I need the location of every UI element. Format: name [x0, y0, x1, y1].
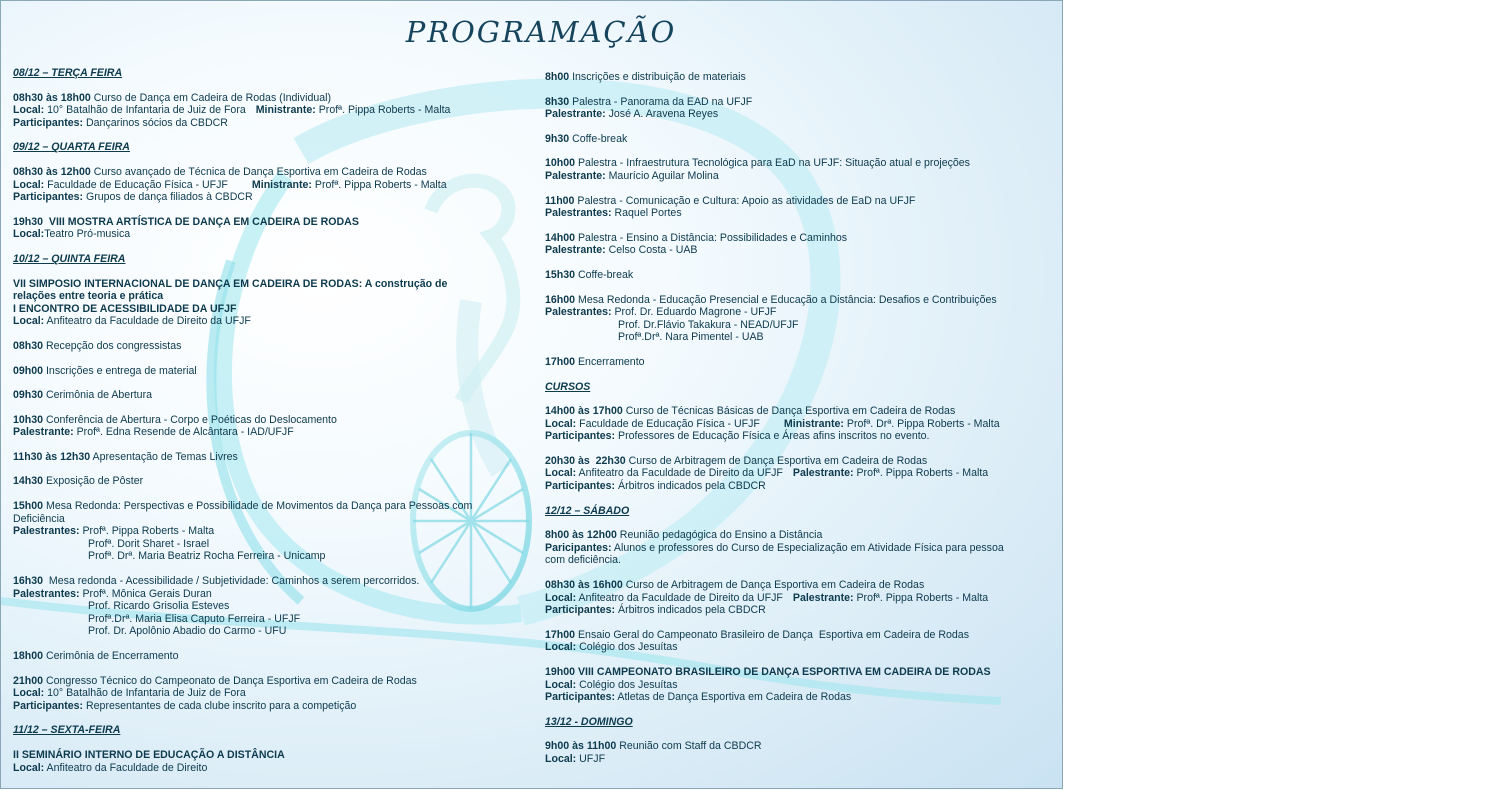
- speakers-label: Palestrantes:: [545, 306, 612, 319]
- event-desc: Mesa Redonda: Perspectivas e Possibilidade de Movimentos da Dança para Pessoas com: [43, 500, 473, 513]
- speaker-value: Profª. Pippa Roberts - Malta: [853, 467, 989, 480]
- ministrante-value: Profª. Drª. Pippa Roberts - Malta: [843, 417, 1000, 430]
- local-label: Local:: [13, 761, 45, 774]
- event-desc: Congresso Técnico do Campeonato de Dança Esportiva em Cadeira de Rodas: [43, 674, 417, 687]
- local-label: Local:: [545, 678, 577, 691]
- participants-value: Atletas de Dança Esportiva em Cadeira de Rodas: [615, 691, 852, 704]
- event-time: 08h30 às 18h00: [13, 91, 91, 104]
- local-label: Local:: [13, 687, 45, 700]
- speaker-label: Palestrante:: [792, 467, 854, 480]
- event-time: 20h30 às 22h30: [545, 454, 626, 467]
- participants-label: Participantes:: [545, 604, 616, 617]
- participants-label: Participantes:: [13, 191, 84, 204]
- event-time: 16h00: [545, 293, 576, 306]
- speaker-value: Profª. Pippa Roberts - Malta: [853, 591, 989, 604]
- local-label: Local:: [13, 228, 45, 241]
- event-time: 8h30: [545, 95, 570, 108]
- event: [545, 71, 1050, 84]
- event-time: 09h00: [13, 364, 44, 377]
- event-desc: Cerimônia de Abertura: [43, 389, 152, 402]
- local-label: Local:: [545, 752, 577, 765]
- event-time: 16h30: [13, 575, 44, 588]
- participants-label: Participantes:: [545, 691, 616, 704]
- event-desc: Encerramento: [575, 355, 645, 368]
- event-time: 14h00: [545, 231, 576, 244]
- local-value: Anfiteatro da Faculdade de Direito da UFJF: [576, 467, 783, 480]
- event-time: 8h00: [545, 71, 570, 83]
- event-desc: Recepção dos congressistas: [43, 339, 182, 352]
- event: [545, 455, 1050, 493]
- speaker-label: Palestrante:: [792, 591, 854, 604]
- speaker-value: Profª.Drª. Nara Pimentel - UAB: [618, 331, 764, 344]
- event-time: 11h30 às 12h30: [13, 450, 91, 463]
- event: [545, 157, 1050, 182]
- speaker-value: Prof. Dr.Flávio Takakura - NEAD/UFJF: [618, 318, 799, 331]
- event-title: I ENCONTRO DE ACESSIBILIDADE DA UFJF: [13, 302, 237, 315]
- speaker-value: Prof. Dr. Eduardo Magrone - UFJF: [611, 306, 777, 319]
- local-value: Faculdade de Educação Física - UFJF: [44, 178, 228, 191]
- page-title: PROGRAMAÇÃO: [405, 15, 677, 49]
- event-desc: Palestra - Ensino a Distância: Possibilidades e Caminhos: [575, 231, 848, 244]
- event: [13, 650, 513, 663]
- event-desc: Palestra - Comunicação e Cultura: Apoio as atividades de EaD na UFJF: [574, 194, 916, 207]
- day-heading: 11/12 – SEXTA-FEIRA: [13, 724, 121, 737]
- local-label: Local:: [545, 417, 577, 430]
- day-heading: 12/12 – SÁBADO: [545, 504, 630, 517]
- event: [545, 740, 1050, 765]
- participants-label: Participantes:: [545, 430, 616, 443]
- event-title: II SEMINÁRIO INTERNO DE EDUCAÇÃO A DISTÂNCIA: [13, 748, 285, 761]
- event-time: 14h30: [13, 475, 44, 488]
- event: [545, 133, 1050, 146]
- event-time: 08h30 às 12h00: [13, 165, 91, 178]
- speaker-value: Prof. Ricardo Grisolia Esteves: [88, 600, 230, 613]
- local-value: 10° Batalhão de Infantaria de Juiz de Fora: [44, 687, 246, 700]
- left-column: [13, 67, 513, 786]
- event-time: 14h00 às 17h00: [545, 405, 623, 418]
- event: [13, 340, 513, 353]
- event-desc: Palestra - Infraestrutura Tecnológica para EaD na UFJF: Situação atual e projeções: [575, 157, 970, 170]
- event-desc: Curso de Técnicas Básicas de Dança Esportiva em Cadeira de Rodas: [622, 405, 956, 418]
- event: [545, 356, 1050, 369]
- event-title: VII SIMPOSIO INTERNACIONAL DE DANÇA EM CADEIRA DE RODAS: A construção de: [13, 277, 448, 290]
- event-desc: Deficiência: [13, 512, 65, 525]
- participants-label: Participantes:: [545, 480, 616, 493]
- event: [13, 414, 513, 439]
- day-heading: 10/12 – QUINTA FEIRA: [13, 252, 126, 265]
- event-desc: Conferência de Abertura - Corpo e Poéticas do Deslocamento: [43, 413, 337, 426]
- local-label: Local:: [13, 178, 45, 191]
- participants-value: Dançarinos sócios da CBDCR: [83, 116, 228, 129]
- participants-value: com deficiência.: [545, 554, 621, 567]
- event: [13, 500, 513, 563]
- event-desc: Inscrições e distribuição de materiais: [569, 71, 746, 83]
- event-time: 15h00: [13, 500, 44, 513]
- event: [13, 216, 513, 241]
- right-column: [545, 71, 1050, 778]
- local-value: Anfiteatro da Faculdade de Direito da UFJF: [44, 315, 251, 328]
- speaker-label: Palestrante:: [13, 426, 74, 439]
- event-desc: Curso de Arbitragem de Dança Esportiva em Cadeira de Rodas: [622, 579, 925, 592]
- local-value: Teatro Pró-musica: [44, 228, 131, 241]
- local-label: Local:: [545, 467, 577, 480]
- event: [545, 195, 1050, 220]
- speaker-value: Profª. Mônica Gerais Duran: [79, 587, 212, 600]
- day-heading: 09/12 – QUARTA FEIRA: [13, 141, 130, 154]
- speakers-label: Palestrantes:: [545, 207, 612, 220]
- ministrante-value: Profª. Pippa Roberts - Malta: [311, 178, 447, 191]
- event-desc: Mesa redonda - Acessibilidade / Subjetividade: Caminhos a serem percorridos.: [43, 575, 420, 588]
- local-value: UFJF: [576, 752, 606, 765]
- event-desc: Palestra - Panorama da EAD na UFJF: [569, 95, 753, 108]
- speaker-value: Profª.Drª. Maria Elisa Caputo Ferreira - UFJF: [88, 612, 301, 625]
- ministrante-label: Ministrante:: [783, 417, 844, 430]
- event-desc: Apresentação de Temas Livres: [90, 450, 238, 463]
- event: [13, 278, 513, 328]
- event-time: 09h30: [13, 389, 44, 402]
- speaker-value: Profª. Drª. Maria Beatriz Rocha Ferreira - Unicamp: [88, 550, 326, 563]
- local-value: Anfiteatro da Faculdade de Direito da UFJF: [576, 591, 783, 604]
- participants-value: Representantes de cada clube inscrito para a competição: [83, 699, 357, 712]
- ministrante-label: Ministrante:: [255, 104, 316, 117]
- event: [545, 269, 1050, 282]
- speakers-label: Palestrantes:: [13, 525, 80, 538]
- event-time: 10h00: [545, 157, 576, 170]
- participants-value: Professores de Educação Física e Áreas afins inscritos no evento.: [615, 430, 930, 443]
- event-time: 11h00: [545, 194, 575, 207]
- event: [545, 294, 1050, 344]
- ministrante-label: Ministrante:: [251, 178, 312, 191]
- event-title: relações entre teoria e prática: [13, 290, 164, 303]
- event-time: 08h30 às 16h00: [545, 579, 623, 592]
- speaker-value: Profª. Edna Resende de Alcântara - IAD/UFJF: [73, 426, 294, 439]
- courses-heading: CURSOS: [545, 380, 591, 393]
- speakers-label: Palestrantes:: [13, 587, 80, 600]
- event: [545, 579, 1050, 617]
- local-value: Faculdade de Educação Física - UFJF: [576, 417, 760, 430]
- event: [13, 675, 513, 713]
- event-desc: Cerimônia de Encerramento: [43, 650, 179, 662]
- event-desc: Mesa Redonda - Educação Presencial e Educação a Distância: Desafios e Contribuições: [575, 293, 997, 306]
- event-desc: Curso de Dança em Cadeira de Rodas (Individual): [90, 91, 331, 104]
- event-desc: Ensaio Geral do Campeonato Brasileiro de Dança Esportiva em Cadeira de Rodas: [575, 628, 969, 641]
- local-value: Colégio dos Jesuítas: [576, 641, 678, 654]
- event-desc: Reunião com Staff da CBDCR: [616, 740, 762, 753]
- local-value: 10° Batalhão de Infantaria de Juiz de Fora: [44, 104, 246, 117]
- event: [13, 389, 513, 402]
- ministrante-value: Profª. Pippa Roberts - Malta: [315, 104, 451, 117]
- event-desc: Coffe-break: [569, 132, 628, 145]
- event-title: 19h30 VIII MOSTRA ARTÍSTICA DE DANÇA EM CADEIRA DE RODAS: [13, 215, 359, 228]
- participants-value: Alunos e professores do Curso de Especialização em Atividade Física para pessoa: [611, 541, 1004, 554]
- participants-label: Participantes:: [13, 699, 84, 712]
- local-value: Colégio dos Jesuítas: [576, 678, 678, 691]
- event-desc: Curso de Arbitragem de Dança Esportiva em Cadeira de Rodas: [625, 454, 928, 467]
- event-time: 18h00: [13, 650, 44, 662]
- speaker-value: José A. Aravena Reyes: [605, 108, 719, 121]
- event-time: 9h30: [545, 132, 570, 145]
- event-time: 10h30: [13, 413, 44, 426]
- local-label: Local:: [545, 641, 577, 654]
- event-time: 21h00: [13, 674, 44, 687]
- event-time: 15h30: [545, 268, 576, 281]
- event: [545, 629, 1050, 654]
- event: [13, 749, 513, 774]
- event-title: 19h00 VIII CAMPEONATO BRASILEIRO DE DANÇA ESPORTIVA EM CADEIRA DE RODAS: [545, 666, 991, 678]
- local-label: Local:: [13, 104, 45, 117]
- participants-value: Árbitros indicados pela CBDCR: [615, 480, 766, 493]
- event: [13, 451, 513, 464]
- event: [545, 666, 1050, 704]
- speaker-value: Prof. Dr. Apolônio Abadio do Carmo - UFU: [88, 625, 287, 638]
- event-time: 08h30: [13, 339, 44, 352]
- event-time: 8h00 às 12h00: [545, 529, 617, 542]
- event: [13, 92, 513, 130]
- speaker-value: Maurício Aguilar Molina: [605, 169, 719, 182]
- event: [545, 405, 1050, 443]
- participants-label: Participantes:: [13, 116, 84, 129]
- speaker-value: Profª. Pippa Roberts - Malta: [79, 525, 215, 538]
- event: [13, 365, 513, 378]
- participants-value: Árbitros indicados pela CBDCR: [615, 604, 766, 617]
- event-time: 9h00 às 11h00: [545, 740, 617, 753]
- event-desc: Coffe-break: [575, 268, 634, 281]
- event-desc: Curso avançado de Técnica de Dança Esportiva em Cadeira de Rodas: [90, 165, 427, 178]
- event-time: 17h00: [545, 628, 576, 641]
- event: [13, 166, 513, 204]
- speaker-label: Palestrante:: [545, 108, 606, 121]
- speaker-value: Celso Costa - UAB: [605, 244, 698, 257]
- participants-label: Paricipantes:: [545, 541, 612, 554]
- event: [13, 575, 513, 638]
- speaker-value: Raquel Portes: [611, 207, 682, 220]
- event-time: 17h00: [545, 355, 576, 368]
- day-heading: 13/12 - DOMINGO: [545, 715, 633, 728]
- event-desc: Inscrições e entrega de material: [43, 364, 197, 377]
- event: [545, 96, 1050, 121]
- speaker-value: Profª. Dorit Sharet - Israel: [88, 537, 210, 550]
- day-heading: 08/12 – TERÇA FEIRA: [13, 67, 123, 79]
- event-desc: Exposição de Pôster: [43, 475, 144, 488]
- event: [545, 232, 1050, 257]
- local-label: Local:: [13, 315, 45, 328]
- event: [13, 475, 513, 488]
- speaker-label: Palestrante:: [545, 244, 606, 257]
- local-value: Anfiteatro da Faculdade de Direito: [44, 761, 208, 774]
- local-label: Local:: [545, 591, 577, 604]
- event: [545, 529, 1050, 567]
- speaker-label: Palestrante:: [545, 169, 606, 182]
- participants-value: Grupos de dança filiados à CBDCR: [83, 191, 253, 204]
- event-desc: Reunião pedagógica do Ensino a Distância: [616, 529, 823, 542]
